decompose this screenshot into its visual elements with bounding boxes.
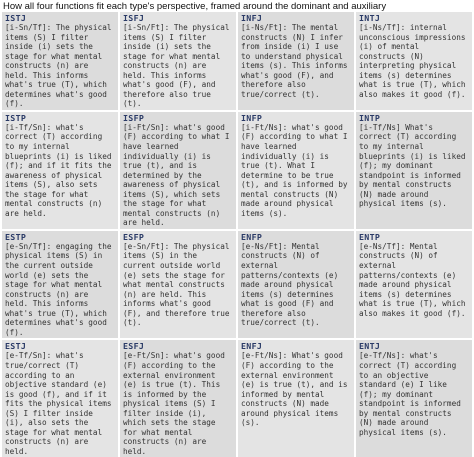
type-description: [i-Ft/Ns]: what's good (F) according to what I have learned individually (i) is true (t). What I determine to be true (t), and is informed by mental constructs (N) made around physical items (s). [241,122,353,218]
type-cell-istj [2,12,118,110]
type-cell-esfj [120,340,236,457]
type-description: [e-Tf/Sn]: what's true/correct (T) according to an objective standard (e) is good (f), and if it fits the physical items (S) I filter inside (i), also sets the stage for what mental constructs (n) are held. [5,351,117,456]
type-description: [e-Tf/Ns]: what's correct (T) according to an objective standard (e) I like (f); my dominant standpoint is informed by mental constructs (N) made around physical items (s). [359,351,466,437]
type-description: [i-Sn/Ft]: The physical items (S) I filter inside (i) sets the stage for what mental constructs (n) are held. This informs what's good (F), and therefore also true (t). [123,23,235,109]
type-description: [i-Sn/Tf]: The physical items (S) I filter inside (i) sets the stage for what mental constructs (n) are held. This informs what's true (T), which determines what's good (f). [5,23,117,109]
type-label: ESFJ [123,341,145,352]
type-cell-infp [238,112,354,229]
type-label: ESFP [123,231,145,242]
type-description: [e-Ns/Tf]: Mental constructs (N) of external patterns/contexts (e) made around physical items (s) determines what is true (T), which also makes it good (f). [359,241,471,318]
type-label: INTJ [359,13,381,23]
chart-caption: How all four functions fit each type's perspective, framed around the dominant and auxiliary [3,1,387,12]
type-cell-estp [2,231,118,338]
type-description: [i-Ft/Sn]: what's good (F) according to what I have learned individually (i) is true (t), and is determined by the awareness of physical items (S), which sets the stage for what mental constructs (n) are held. [123,122,235,228]
type-cell-infj [238,12,354,110]
type-label: ISTJ [5,13,27,23]
type-label: ENTP [359,231,381,242]
type-cell-intj [356,12,472,110]
type-cell-entp [356,231,472,338]
type-description: [e-Ft/Sn]: what's good (F) according to the external environment (e) is true (t). This is informed by the physical items (S) I filter inside (i), which sets the stage for what mental constructs (n) are held. [123,351,230,456]
type-description: [i-Tf/Sn]: what's correct (T) according to my internal blueprints (i) is liked (f); and if it fits the awareness of physical items (S), also sets the stage for what mental constructs (n) are held. [5,122,117,218]
type-label: ENFJ [241,341,263,352]
type-label: ENTJ [359,341,381,352]
type-description: [i-Ns/Tf]: internal unconscious impressions (i) of mental constructs (N) interpreting physical items (s) determines what is true (T), which also makes it good (f). [359,23,471,99]
type-description: [i-Ns/Ft]: The mental constructs (N) I infer from inside (i) I use to understand physical items (s). This informs what's good (F), and therefore also true/correct (t). [241,23,353,99]
type-label: ISFJ [123,13,145,23]
type-cell-enfj [238,340,354,457]
type-label: INTP [359,112,381,123]
type-label: ESTJ [5,341,27,352]
type-cell-intp [356,112,472,229]
type-label: INFP [241,112,263,123]
type-description: [e-Ns/Ft]: Mental constructs (N) of external patterns/contexts (e) made around physical items (s) determines what is good (F) and therefore also true/correct (t). [241,241,343,328]
type-cell-isfp [120,112,236,229]
type-grid [2,12,472,456]
type-cell-estj [2,340,118,457]
type-cell-enfp [238,231,354,338]
type-label: ISFP [123,112,145,123]
type-cell-istp [2,112,118,229]
type-description: [e-Sn/Ft]: The physical items (S) in the current outside world (e) sets the stage for what mental constructs (n) are held. This informs what's good (F), and therefore true (t). [123,241,235,328]
type-cell-esfp [120,231,236,338]
type-label: ESTP [5,231,27,242]
type-label: INFJ [241,13,263,23]
type-cell-entj [356,340,472,457]
type-description: [e-Sn/Tf]: engaging the physical items (S) in the current outside world (e) sets the stage for what mental constructs (n) are held. This informs what's true (T), which determines what's good (f). [5,241,117,337]
type-description: [i-Tf/Ns] What's correct (T) according to my internal blueprints (i) is liked (f); my dominant standpoint is informed by mental constructs (N) made around physical items (s). [359,122,471,209]
type-label: ENFP [241,231,263,242]
type-label: ISTP [5,112,27,123]
type-cell-isfj [120,12,236,110]
type-description: [e-Ft/Ns]: What's good (F) according to the external environment (e) is true (t), and is informed by mental constructs (N) made around physical items (s). [241,351,353,428]
